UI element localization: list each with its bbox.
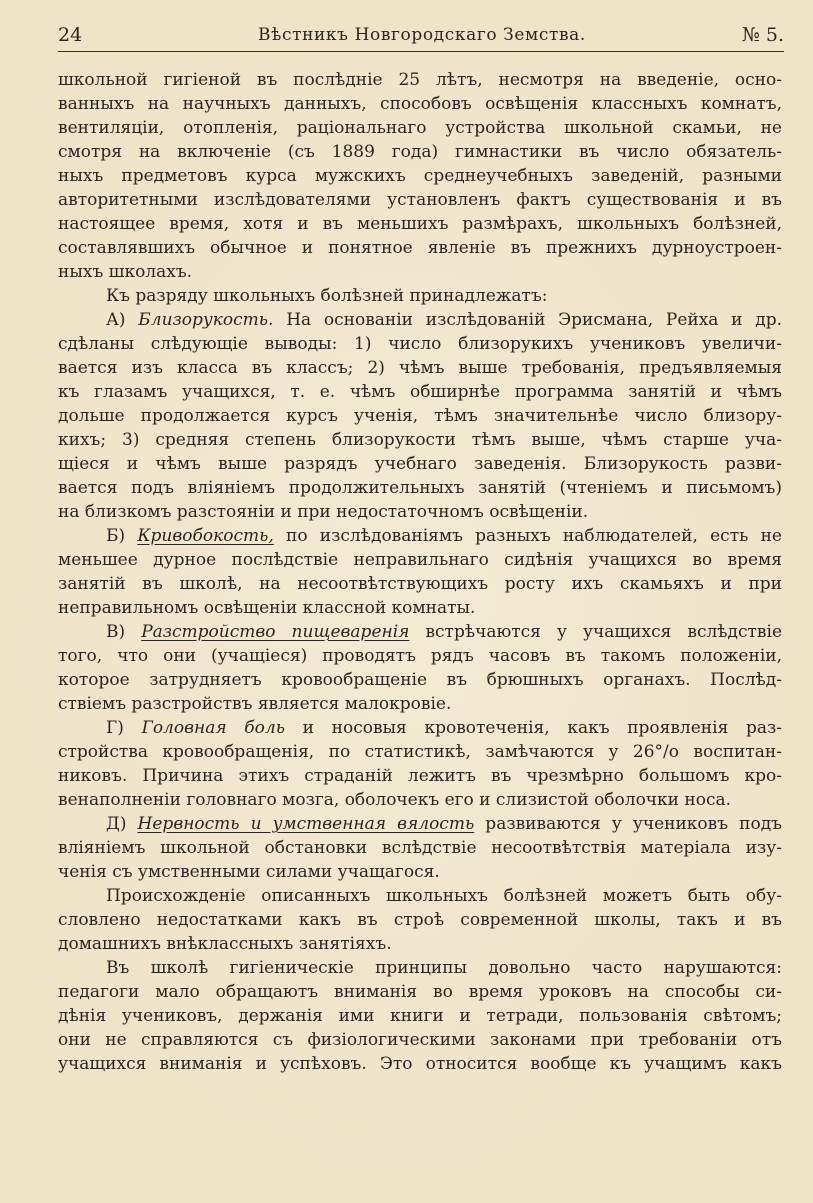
line-text: по изслѣдованіямъ разныхъ наблюдателей, есть не (273, 526, 782, 546)
header-rule (58, 51, 784, 52)
line-text: ныхъ школахъ. (58, 262, 193, 282)
line-text: вентиляціи, отопленія, раціональнаго устройства школьной скамьи, не (58, 118, 782, 138)
text-line (58, 956, 782, 980)
section-heading: Разстройство пищеваренія (141, 622, 410, 642)
text-line (58, 308, 782, 332)
line-text: дѣнія учениковъ, держанія ими книги и тетради, пользованія свѣтомъ; (58, 1006, 782, 1026)
line-text: словлено недостатками какъ въ строѣ современной школы, такъ и въ (58, 910, 782, 930)
line-text: кихъ; 3) средняя степень близорукости тѣмъ выше, чѣмъ старше уча- (58, 430, 782, 450)
line-text: Происхожденіе описанныхъ школьныхъ болѣзней можетъ быть обу- (106, 886, 782, 906)
line-text: они не справляются съ физіологическими законами при требованіи отъ (58, 1030, 782, 1050)
list-marker: Д) (106, 814, 138, 834)
line-text: учащихся вниманія и успѣховъ. Это относится вообще къ учащимъ какъ (58, 1054, 782, 1074)
running-header (58, 24, 784, 50)
text-line (58, 380, 782, 404)
text-line (58, 476, 782, 500)
line-text: неправильномъ освѣщеніи классной комнаты. (58, 598, 476, 618)
text-line (58, 908, 782, 932)
text-line (58, 668, 782, 692)
text-line (58, 524, 782, 548)
list-marker: Г) (106, 718, 142, 738)
text-line (58, 236, 782, 260)
line-text: домашнихъ внѣклассныхъ занятіяхъ. (58, 934, 392, 954)
text-line (58, 356, 782, 380)
text-line (58, 332, 782, 356)
section-heading: Нервность и умственная вялость (137, 814, 475, 834)
line-text: на близкомъ разстояніи и при недостаточномъ освѣщеніи. (58, 502, 589, 522)
text-line (58, 764, 782, 788)
text-line (58, 716, 782, 740)
line-text: педагоги мало обращаютъ вниманія во время уроковъ на способы си- (58, 982, 782, 1002)
text-line (58, 812, 782, 836)
text-line (58, 68, 782, 92)
line-text: авторитетными изслѣдователями установленъ фактъ существованія и въ (58, 190, 782, 210)
line-text: которое затрудняетъ кровообращеніе въ брюшныхъ органахъ. Послѣд- (58, 670, 782, 690)
line-text: венаполненіи головнаго мозга, оболочекъ его и слизистой оболочки носа. (58, 790, 732, 810)
line-text: къ глазамъ учащихся, т. е. чѣмъ обширнѣе программа занятій и чѣмъ (58, 382, 782, 402)
line-text: Въ школѣ гигіеническіе принципы довольно часто нарушаются: (106, 958, 782, 978)
line-text: дольше продолжается курсъ ученія, тѣмъ значительнѣе число близору- (58, 406, 782, 426)
text-line (58, 1004, 782, 1028)
text-line (58, 980, 782, 1004)
text-line (58, 212, 782, 236)
line-text: Къ разряду школьныхъ болѣзней принадлежатъ: (106, 286, 548, 306)
text-line (58, 260, 782, 284)
line-text: ствіемъ разстройствъ является малокровіе. (58, 694, 452, 714)
text-line (58, 500, 782, 524)
text-line (58, 1028, 782, 1052)
text-line (58, 572, 782, 596)
line-text: настоящее время, хотя и въ меньшихъ размѣрахъ, школьныхъ болѣзней, (58, 214, 782, 234)
section-heading: Близорукость. (138, 310, 274, 330)
section-heading: Головная боль (141, 718, 285, 738)
list-marker: А) (106, 310, 139, 330)
text-line (58, 92, 782, 116)
line-text: вліяніемъ школьной обстановки вслѣдствіе несоотвѣтствія матеріала изу- (58, 838, 782, 858)
line-text: занятій въ школѣ, на несоотвѣтствующихъ росту ихъ скамьяхъ и при (58, 574, 782, 594)
text-line (58, 740, 782, 764)
line-text: и носовыя кровотеченія, какъ проявленія раз- (284, 718, 782, 738)
text-line (58, 788, 782, 812)
text-line (58, 620, 782, 644)
issue-number: № 5. (741, 24, 784, 46)
text-line (58, 692, 782, 716)
list-marker: В) (106, 622, 142, 642)
line-text: меньшее дурное послѣдствіе неправильнаго сидѣнія учащихся во время (58, 550, 782, 570)
text-line (58, 116, 782, 140)
line-text: ченія съ умственными силами учащагося. (58, 862, 440, 882)
line-text: составлявшихъ обычное и понятное явленіе въ прежнихъ дурноустроен- (58, 238, 782, 258)
text-line (58, 404, 782, 428)
text-line (58, 140, 782, 164)
line-text: сдѣланы слѣдующіе выводы: 1) число близорукихъ учениковъ увеличи- (58, 334, 782, 354)
text-line (58, 548, 782, 572)
text-line (58, 428, 782, 452)
line-text: школьной гигіеной въ послѣдніе 25 лѣтъ, несмотря на введеніе, осно- (58, 70, 782, 90)
text-line (58, 164, 782, 188)
line-text: стройства кровообращенія, по статистикѣ, замѣчаются у 26°/о воспитан- (58, 742, 782, 762)
line-text: того, что они (учащіеся) проводятъ рядъ часовъ въ такомъ положеніи, (58, 646, 782, 666)
text-line (58, 596, 782, 620)
section-heading: Кривобокость, (137, 526, 274, 546)
line-text: щіеся и чѣмъ выше разрядъ учебнаго заведенія. Близорукость разви- (58, 454, 782, 474)
text-line (58, 860, 782, 884)
text-line (58, 932, 782, 956)
text-line (58, 1052, 782, 1076)
line-text: никовъ. Причина этихъ страданій лежитъ въ чрезмѣрно большомъ кро- (58, 766, 782, 786)
journal-title: Вѣстникъ Новгородскаго Земства. (258, 25, 586, 45)
text-line (58, 644, 782, 668)
line-text: На основаніи изслѣдованій Эрисмана, Рейха и др. (273, 310, 782, 330)
line-text: встрѣчаются у учащихся вслѣдствіе (409, 622, 782, 642)
page-number: 24 (58, 24, 83, 46)
text-line (58, 284, 782, 308)
line-text: смотря на включеніе (съ 1889 года) гимнастики въ число обязатель- (58, 142, 782, 162)
line-text: ныхъ предметовъ курса мужскихъ среднеучебныхъ заведеній, разными (58, 166, 782, 186)
text-line (58, 836, 782, 860)
text-line (58, 188, 782, 212)
line-text: развиваются у учениковъ подъ (474, 814, 782, 834)
text-line (58, 884, 782, 908)
list-marker: Б) (106, 526, 138, 546)
line-text: вается подъ вліяніемъ продолжительныхъ занятій (чтеніемъ и письмомъ) (58, 478, 782, 498)
line-text: ванныхъ на научныхъ данныхъ, способовъ освѣщенія классныхъ комнатъ, (58, 94, 782, 114)
body-text (58, 68, 782, 1076)
text-line (58, 452, 782, 476)
line-text: вается изъ класса въ классъ; 2) чѣмъ выше требованія, предъявляемыя (58, 358, 782, 378)
